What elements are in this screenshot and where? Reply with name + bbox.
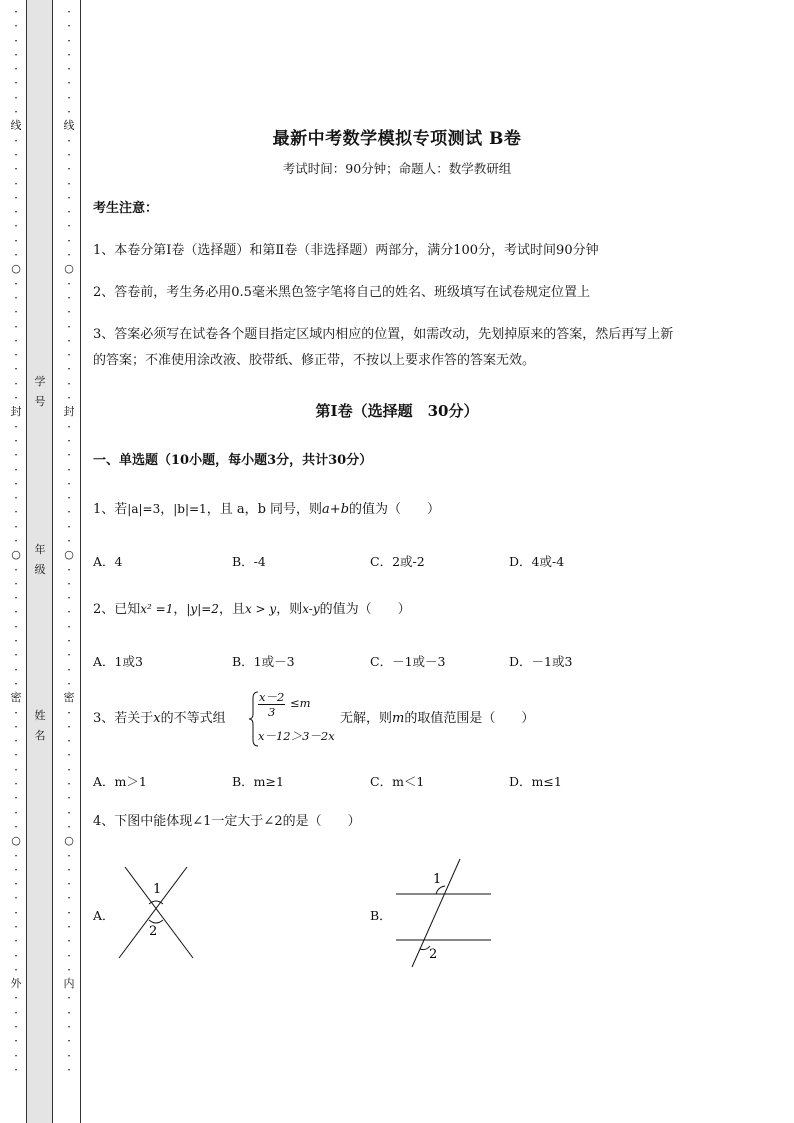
option-b: B． (370, 908, 392, 923)
section-title: 第Ⅰ卷（选择题 30分） (315, 402, 479, 420)
seal-mark: ○ (11, 834, 21, 848)
seal-mark: 密 (10, 691, 22, 705)
figure-a-vertical-angles (115, 862, 200, 962)
seal-mark: 线 (10, 119, 22, 133)
option-b: B．m≥1 (232, 774, 284, 789)
inner-seal-column: · · · · · · · · 线 · · · · · · · · · ○ · · · · · · · · · 封 · · · · · · · · · ○ · · · · · · · · · 密 · · · · · · · · · ○ · · · · · · · · · 内 · · · · · · (63, 5, 75, 1077)
option-a: A．m＞1 (93, 774, 147, 789)
inequality-2: x－12＞3－2x (258, 729, 335, 743)
seal-mark: ○ (64, 834, 74, 848)
name-label: 姓名 (34, 709, 46, 742)
angle-arc-1 (436, 886, 445, 894)
seal-mark: 封 (63, 405, 75, 419)
question-2: 2、已知x² =1，|y|=2，且x > y，则x-y的值为（ ） (93, 602, 411, 617)
exam-subtitle: 考试时间：90分钟；命题人：数学教研组 (282, 161, 512, 176)
inequality-1-relation: ≤m (290, 696, 311, 710)
student-id-label: 学号 (34, 375, 46, 408)
option-c: C．－1或－3 (370, 654, 446, 669)
seal-mark: ○ (64, 262, 74, 276)
outer-seal-column: · · · · · · · · 线 · · · · · · · · · ○ · · · · · · · · · 封 · · · · · · · · · ○ · · · · · · · · · 密 · · · · · · · · · ○ · · · · · · · · · 外 · · · · · · (10, 5, 22, 1077)
option-d: D．－1或3 (509, 654, 573, 669)
seal-mark: 密 (63, 691, 75, 705)
figure-b-parallel-lines (392, 856, 494, 970)
exam-title: 最新中考数学模拟专项测试 B卷 (272, 129, 522, 149)
option-a: A． (93, 908, 115, 923)
option-b: B．-4 (232, 554, 266, 569)
option-a: A．1或3 (93, 654, 143, 669)
notice-item: 1、本卷分第Ⅰ卷（选择题）和第Ⅱ卷（非选择题）两部分，满分100分，考试时间90分钟 (93, 243, 599, 258)
option-d: D．4或-4 (509, 554, 565, 569)
seal-mark: ○ (11, 262, 21, 276)
question-4: 4、下图中能体现∠1一定大于∠2的是（ ） (93, 814, 361, 829)
part-heading: 一、单选题（10小题，每小题3分，共计30分） (93, 453, 373, 468)
angle-label-1: 1 (433, 872, 442, 887)
notice-item: 3、答案必须写在试卷各个题目指定区域内相应的位置，如需改动，先划掉原来的答案，然后再写上新 (93, 327, 674, 342)
option-b: B．1或－3 (232, 654, 295, 669)
line-2 (119, 867, 187, 958)
notice-item: 2、答卷前，考生务必用0.5毫米黑色签字笔将自己的姓名、班级填写在试卷规定位置上 (93, 285, 590, 300)
angle-label-2: 2 (429, 947, 438, 962)
notice-item-continued: 的答案；不准使用涂改液、胶带纸、修正带，不按以上要求作答的答案无效。 (93, 353, 536, 368)
option-c: C．m＜1 (370, 774, 425, 789)
fraction-denominator: 3 (267, 705, 276, 719)
seal-mark: 外 (10, 977, 22, 991)
option-c: C．2或-2 (370, 554, 425, 569)
line-1 (125, 867, 193, 958)
fraction-numerator: x－2 (259, 690, 285, 704)
option-a: A．4 (93, 554, 123, 569)
seal-mark: 线 (63, 119, 75, 133)
angle-arc-2 (149, 920, 163, 923)
seal-mark: ○ (11, 548, 21, 562)
question-3: 3、若关于x的不等式组 (93, 711, 226, 726)
question-3-tail: 无解，则m的取值范围是（ ） (340, 711, 535, 726)
option-d: D．m≤1 (509, 774, 562, 789)
angle-label-2: 2 (149, 924, 158, 939)
question-1: 1、若|a|=3，|b|=1，且 a，b 同号，则a+b的值为（ ） (93, 502, 441, 517)
seal-mark: ○ (64, 548, 74, 562)
inequality-system (248, 690, 338, 748)
angle-label-1: 1 (153, 882, 162, 897)
inequality-1-fraction (258, 690, 285, 719)
seal-mark: 封 (10, 405, 22, 419)
grade-label: 年级 (34, 543, 46, 576)
notice-heading: 考生注意： (93, 201, 159, 216)
seal-mark: 内 (63, 977, 75, 991)
